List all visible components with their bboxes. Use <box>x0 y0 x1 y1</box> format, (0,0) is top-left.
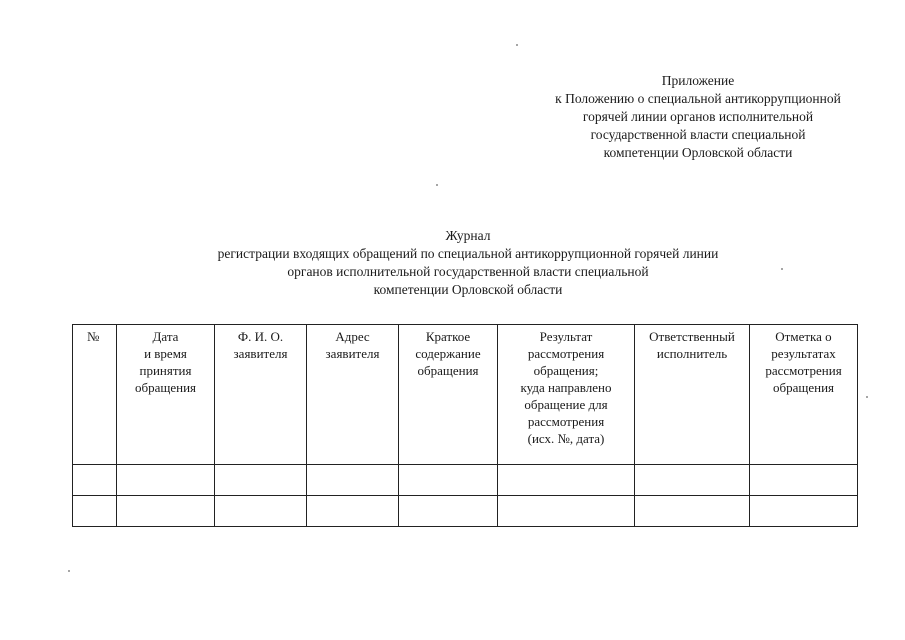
column-header-mark: Отметка о результатах рассмотрения обращения <box>750 325 858 465</box>
scan-speck <box>866 396 868 398</box>
table-cell[interactable] <box>117 496 215 527</box>
table-cell[interactable] <box>399 465 498 496</box>
table-row <box>73 465 858 496</box>
journal-title <box>150 227 786 299</box>
table-cell[interactable] <box>750 465 858 496</box>
table-cell[interactable] <box>307 496 399 527</box>
column-header-number: № <box>73 325 117 465</box>
table-cell[interactable] <box>635 496 750 527</box>
table-cell[interactable] <box>750 496 858 527</box>
column-header-executor: Ответственный исполнитель <box>635 325 750 465</box>
table-cell[interactable] <box>498 496 635 527</box>
table-row <box>73 496 858 527</box>
column-header-fio: Ф. И. О. заявителя <box>215 325 307 465</box>
appendix-line: компетенции Орловской области <box>603 145 793 160</box>
column-header-date: Дата и время принятия обращения <box>117 325 215 465</box>
table-cell[interactable] <box>73 465 117 496</box>
table-cell[interactable] <box>117 465 215 496</box>
appendix-line: государственной власти специальной <box>590 127 806 142</box>
column-header-summary: Краткое содержание обращения <box>399 325 498 465</box>
table-cell[interactable] <box>215 465 307 496</box>
appendix-line: к Положению о специальной антикоррупционной <box>555 91 841 106</box>
table-cell[interactable] <box>215 496 307 527</box>
journal-subtitle-line: компетенции Орловской области <box>373 282 563 297</box>
appendix-line: горячей линии органов исполнительной <box>582 109 814 124</box>
table-cell[interactable] <box>635 465 750 496</box>
scan-speck <box>516 44 518 46</box>
table-cell[interactable] <box>307 465 399 496</box>
appendix-note <box>520 72 876 162</box>
column-header-address: Адрес заявителя <box>307 325 399 465</box>
journal-heading: Журнал <box>445 228 491 243</box>
scan-speck <box>68 570 70 572</box>
table-cell[interactable] <box>73 496 117 527</box>
column-header-result: Результат рассмотрения обращения; куда направлено обращение для рассмотрения (исх. №, дата) <box>498 325 635 465</box>
table-cell[interactable] <box>498 465 635 496</box>
appendix-line: Приложение <box>661 73 735 88</box>
journal-subtitle-line: регистрации входящих обращений по специальной антикоррупционной горячей линии <box>217 246 719 261</box>
scan-speck <box>781 268 783 270</box>
register-table <box>72 324 858 527</box>
table-cell[interactable] <box>399 496 498 527</box>
table-header-row <box>73 325 858 465</box>
journal-subtitle-line: органов исполнительной государственной власти специальной <box>287 264 649 279</box>
scan-speck <box>436 184 438 186</box>
